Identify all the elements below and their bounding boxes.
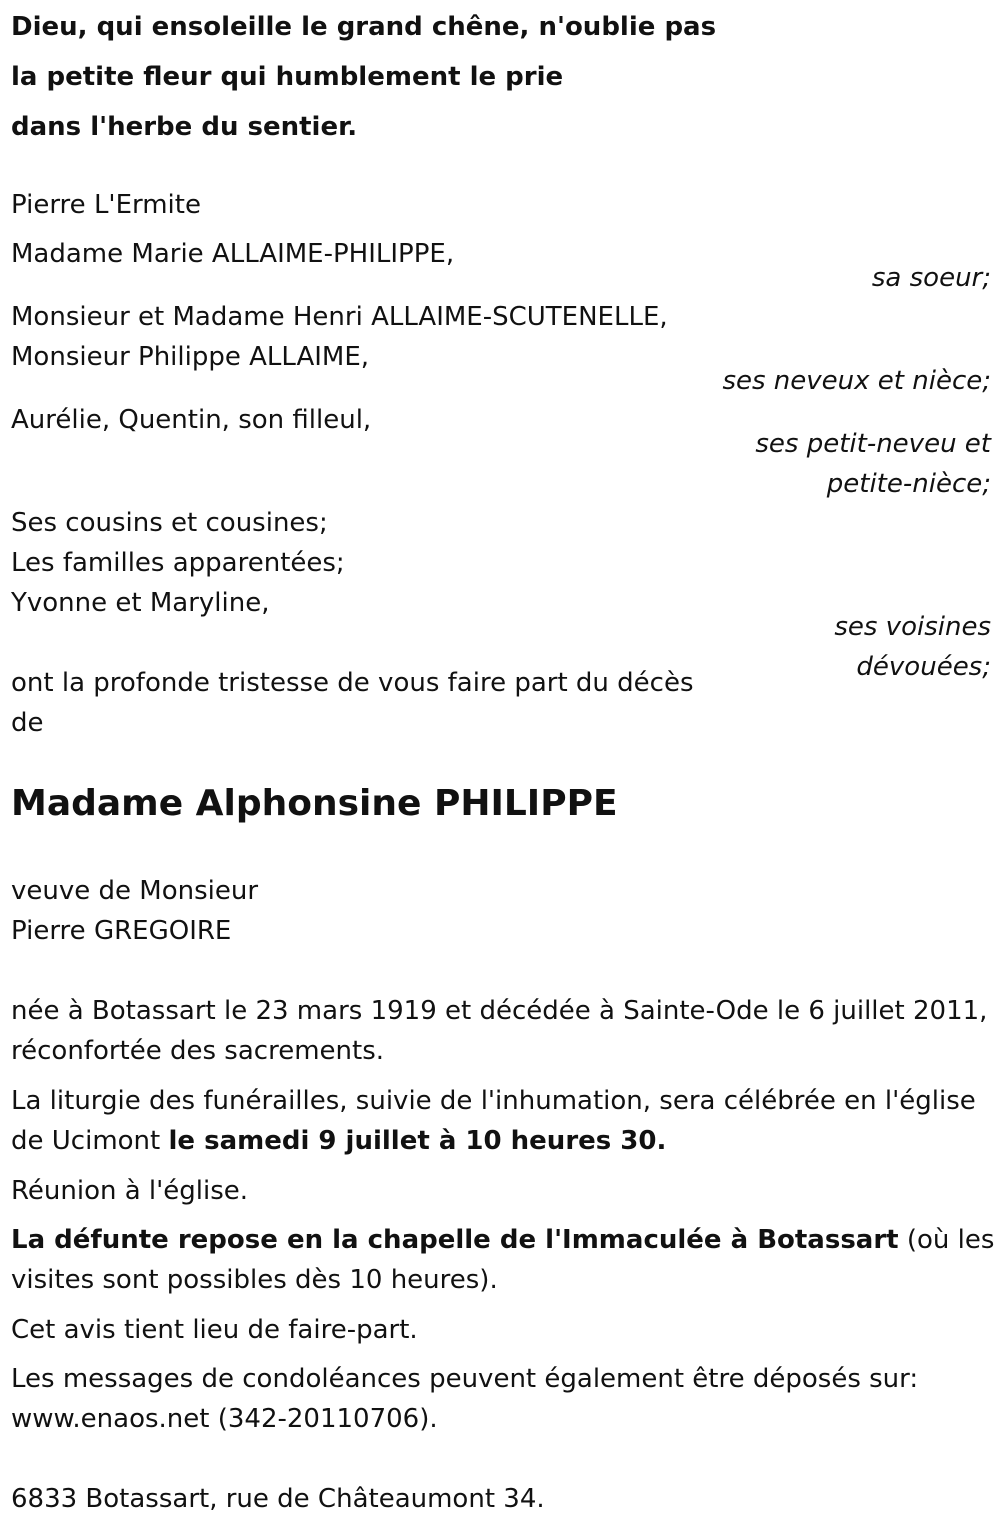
family-cousins: Ses cousins et cousines; [11, 508, 328, 538]
family-relatives: Les familles apparentées; [11, 548, 345, 578]
address: 6833 Botassart, rue de Châteaumont 34. [11, 1484, 545, 1514]
role-grandchildren: petite-nièce; [826, 469, 991, 499]
announcement-line: de [11, 708, 44, 738]
liturgy [11, 1081, 976, 1161]
announcement-line: ont la profonde tristesse de vous faire part du décès [11, 668, 694, 698]
birth-death [11, 991, 987, 1071]
quote-line: dans l'herbe du sentier. [11, 112, 358, 142]
widow-of [11, 871, 258, 951]
meeting-note: Réunion à l'église. [11, 1176, 249, 1206]
quote-line: la petite fleur qui humblement le prie [11, 62, 564, 92]
birth-death-line: née à Botassart le 23 mars 1919 et décédée à Sainte-Ode le 6 juillet 2011, [11, 996, 988, 1026]
widow-line: Pierre GREGOIRE [11, 916, 232, 946]
role-sister: sa soeur; [871, 263, 991, 293]
liturgy-date: le samedi 9 juillet à 10 heures 30. [168, 1126, 667, 1156]
family-nephew: Monsieur Philippe ALLAIME, [11, 342, 370, 372]
liturgy-line: La liturgie des funérailles, suivie de l'inhumation, sera célébrée en l'église [11, 1086, 976, 1116]
quote [11, 2, 716, 152]
family-neighbours: Yvonne et Maryline, [11, 588, 270, 618]
quote-line: Dieu, qui ensoleille le grand chêne, n'oublie pas [11, 12, 717, 42]
resting-line: visites sont possibles dès 10 heures). [11, 1265, 498, 1295]
birth-death-line: réconfortée des sacrements. [11, 1036, 385, 1066]
notice: Cet avis tient lieu de faire-part. [11, 1315, 418, 1345]
widow-line: veuve de Monsieur [11, 876, 259, 906]
resting-place-bold: La défunte repose en la chapelle de l'Immaculée à Botassart [11, 1225, 899, 1255]
condolences [11, 1359, 918, 1439]
role-neighbours: dévouées; [856, 652, 991, 682]
announcement [11, 663, 694, 743]
role-neighbours: ses voisines [834, 612, 991, 642]
role-grandchildren: ses petit-neveu et [755, 429, 991, 459]
family-sister: Madame Marie ALLAIME-PHILIPPE, [11, 239, 455, 269]
resting-place-suffix: (où les [898, 1225, 995, 1255]
condolences-line: www.enaos.net (342-20110706). [11, 1404, 438, 1434]
liturgy-line [11, 1121, 976, 1161]
deceased-name: Madame Alphonsine PHILIPPE [11, 783, 618, 824]
family-nephew: Monsieur et Madame Henri ALLAIME-SCUTENELLE, [11, 302, 668, 332]
condolences-line: Les messages de condoléances peuvent également être déposés sur: [11, 1364, 919, 1394]
liturgy-place: de Ucimont [11, 1126, 169, 1156]
role-nephews: ses neveux et nièce; [722, 366, 991, 396]
quote-attribution: Pierre L'Ermite [11, 190, 201, 220]
family-grandchildren: Aurélie, Quentin, son filleul, [11, 405, 372, 435]
resting-line [11, 1220, 994, 1260]
resting-place [11, 1220, 994, 1300]
